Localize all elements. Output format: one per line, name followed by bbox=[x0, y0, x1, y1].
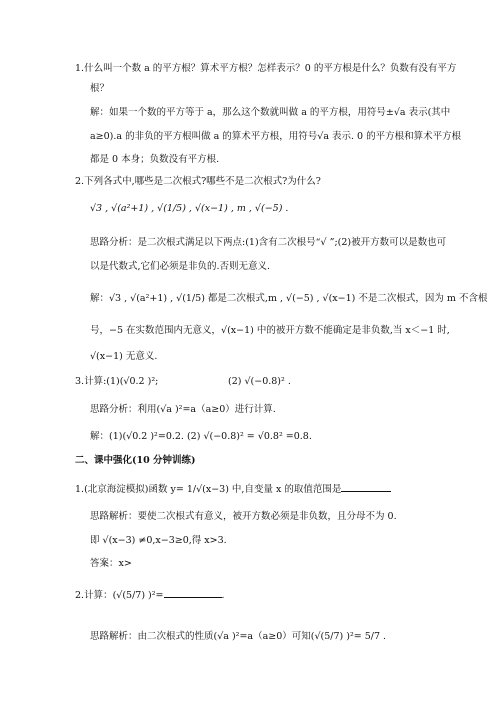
p1-answer: 答案：x> bbox=[90, 558, 132, 569]
p1-derivation: 即 √(x−3) ≠0,x−3≥0,得 x>3. bbox=[90, 535, 227, 546]
p1-title bbox=[75, 482, 391, 497]
q2-answer-line3: √(x−1) 无意义. bbox=[90, 351, 158, 362]
q2-analysis-line1: 思路分析：是二次根式满足以下两点:(1)含有二次根号“√ ”;(2)被开方数可以是数也可 bbox=[90, 237, 447, 248]
section-heading: 二、课中强化(10 分钟训练) bbox=[75, 455, 196, 466]
q2-expressions: √3 , √(a²+1) , √(1/5) , √(x−1) , m , √(−5) . bbox=[90, 203, 289, 214]
q3-title-part2: (2) √(−0.8)² . bbox=[228, 376, 291, 387]
q2-analysis-line2: 以是代数式,它们必须是非负的.否则无意义. bbox=[90, 261, 271, 272]
p1-answer-blank bbox=[341, 482, 391, 492]
p1-analysis: 思路解析：要使二次根式有意义，被开方数必须是非负数，且分母不为 0. bbox=[90, 511, 397, 522]
q1-answer-line2: a≥0).a 的非负的平方根叫做 a 的算术平方根，用符号√a 表示. 0 的平方根和算术平方根 bbox=[90, 131, 462, 142]
q1-title-line2: 根？ bbox=[90, 83, 110, 94]
q2-title: 2.下列各式中,哪些是二次根式?哪些不是二次根式?为什么? bbox=[75, 176, 321, 187]
q2-answer-line1: 解：√3 , √(a²+1) , √(1/5) 都是二次根式,m , √(−5) , √(x−1) 不是二次根式，因为 m 不含根 bbox=[90, 293, 488, 304]
p1-title-text: 1.(北京海淀模拟)函数 y= 1/√(x−3) 中,自变量 x 的取值范围是 bbox=[75, 484, 342, 495]
p2-title: 2.计算：(√(5/7) )²= . bbox=[75, 590, 225, 601]
q1-answer-line3: 都是 0 本身；负数没有平方根. bbox=[90, 154, 220, 165]
q1-answer-line1: 解：如果一个数的平方等于 a，那么这个数就叫做 a 的平方根，用符号±√a 表示(其中 bbox=[90, 107, 451, 118]
q2-answer-line2: 号，−5 在实数范围内无意义，√(x−1) 中的被开方数不能确定是非负数,当 x＜−1 时, bbox=[90, 325, 450, 336]
q3-answer: 解：(1)(√0.2 )²=0.2. (2) √(−0.8)² = √0.8² =0.8. bbox=[90, 431, 312, 442]
p2-answer-blank bbox=[164, 588, 222, 598]
p2-title-text: 2.计算：(√(5/7) )²= bbox=[75, 590, 164, 601]
q1-title-line1: 1.什么叫一个数 a 的平方根？算术平方根？怎样表示？0 的平方根是什么？负数有没有平方 bbox=[75, 63, 457, 74]
p2-analysis: 思路解析：由二次根式的性质(√a )²=a（a≥0）可知(√(5/7) )²= 5/7 . bbox=[90, 631, 387, 642]
q3-analysis: 思路分析：利用(√a )²=a（a≥0）进行计算. bbox=[90, 404, 276, 415]
q3-title-part1: 3.计算:(1)(√0.2 )²; bbox=[75, 376, 159, 387]
